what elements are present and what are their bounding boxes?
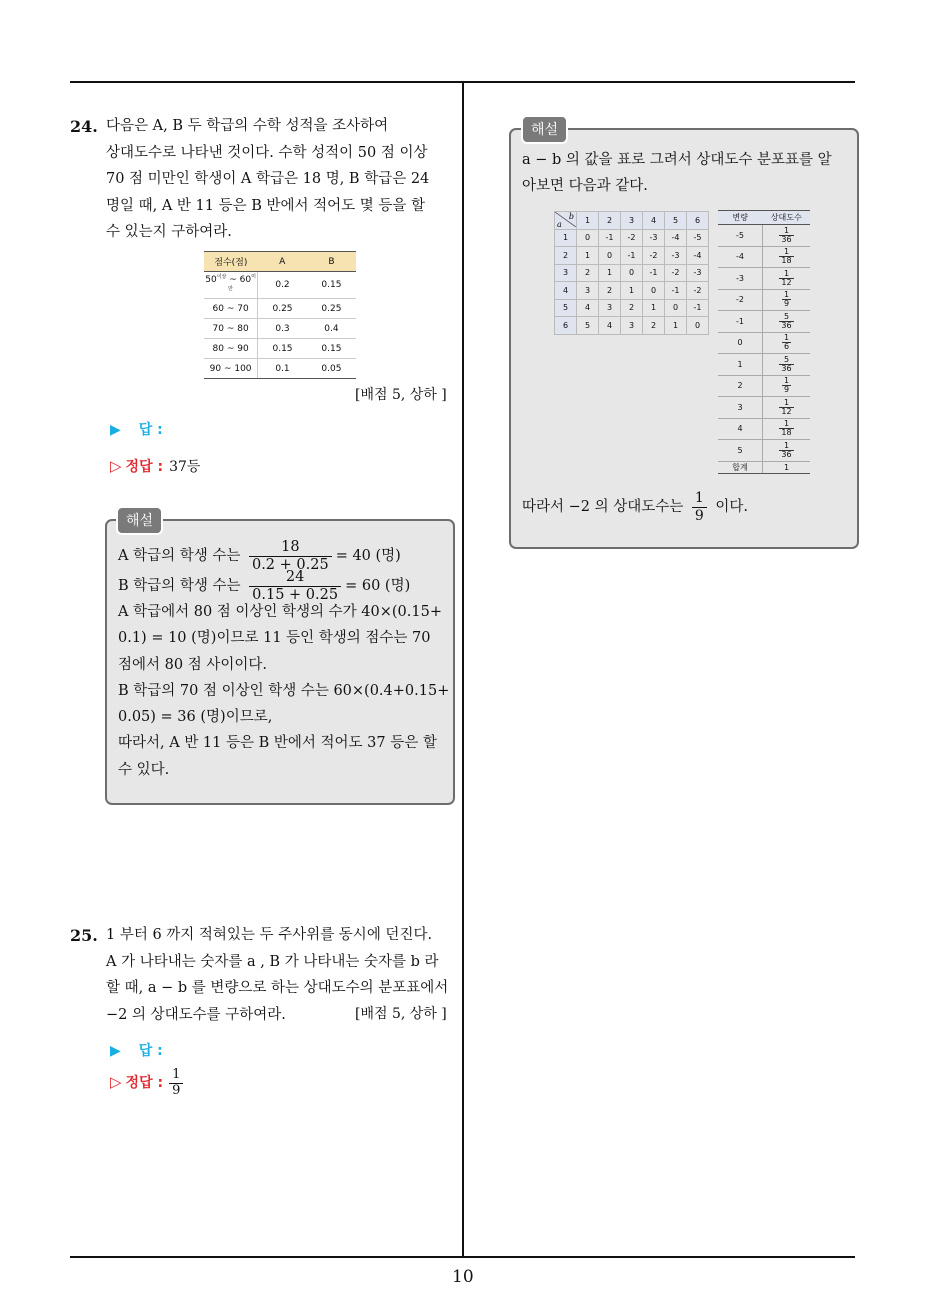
relative-frequency-cell	[763, 418, 811, 440]
solution-line: A 학급에서 80 점 이상인 학생의 수가 40×(0.15+	[118, 604, 442, 620]
solution-line: 수 있다.	[118, 761, 170, 778]
question-25-correct	[110, 1068, 183, 1099]
difference-cell: -2	[687, 282, 709, 300]
class-a-value: 0.1	[258, 359, 307, 379]
row-header: 4	[555, 282, 577, 300]
table-row	[204, 319, 356, 339]
row-header: 2	[555, 247, 577, 265]
question-24-correct	[110, 456, 200, 476]
relative-frequency-cell	[763, 225, 811, 247]
table-row	[718, 289, 810, 311]
relative-frequency-cell	[763, 397, 811, 419]
solution-25-text	[522, 147, 852, 200]
solution-line: B 학급의 학생 수는 $\frac{24}{0.15 + 0.25}$ = 60 (명)	[118, 569, 411, 603]
corner-cell: a b	[555, 212, 577, 230]
question-25-line: A 가 나타내는 숫자를 a , B 가 나타내는 숫자를 b 라	[106, 953, 439, 970]
solution-line: A 학급의 학생 수는 $\frac{18}{0.2 + 0.25}$ = 40 (명)	[118, 539, 401, 573]
fraction: $\frac{1}{12}$	[781, 397, 792, 416]
column-header: 1	[577, 212, 599, 230]
difference-cell: 0	[643, 282, 665, 300]
class-b-value: 0.15	[307, 272, 356, 299]
correct-fraction: $\frac{1}{9}$	[169, 1068, 183, 1099]
class-a-value: 0.2	[258, 272, 307, 299]
fraction: $\frac{1}{18}$	[781, 419, 792, 438]
table-row	[555, 282, 709, 300]
difference-cell: -3	[643, 229, 665, 247]
difference-table	[554, 211, 709, 335]
class-b-value: 0.05	[307, 359, 356, 379]
row-header: 5	[555, 299, 577, 317]
difference-cell: -1	[621, 247, 643, 265]
variate-cell: -1	[718, 311, 763, 333]
question-25-line: 할 때, a − b 를 변량으로 하는 상대도수의 분포표에서	[106, 980, 449, 996]
variate-cell: 0	[718, 332, 763, 354]
solution-25-tag: 해설	[521, 115, 568, 144]
table-header: 변량	[718, 211, 763, 225]
table-header: B	[307, 252, 356, 272]
variate-cell: -4	[718, 246, 763, 268]
difference-cell: 0	[599, 247, 621, 265]
variate-cell: -5	[718, 225, 763, 247]
solution-line: B 학급의 70 점 이상인 학생 수는 60×(0.4+0.15+	[118, 682, 450, 699]
solution-line: 0.05) = 36 (명)이므로,	[118, 709, 273, 726]
difference-cell: 3	[621, 317, 643, 335]
relative-frequency-cell	[763, 354, 811, 376]
table-row	[718, 246, 810, 268]
question-24-line: 수 있는지 구하여라.	[106, 224, 232, 240]
column-header: 5	[665, 212, 687, 230]
class-a-value: 0.25	[258, 299, 307, 319]
table-row	[204, 299, 356, 319]
difference-cell: 4	[577, 299, 599, 317]
difference-cell: 1	[643, 299, 665, 317]
difference-cell: 3	[599, 299, 621, 317]
solution-line: a − b 의 값을 표로 그려서 상대도수 분포표를 알	[522, 152, 832, 168]
table-row	[718, 397, 810, 419]
score-range: 70 ~ 80	[204, 319, 258, 339]
difference-cell: -5	[687, 229, 709, 247]
question-25-number: 25.	[70, 926, 98, 945]
table-row	[555, 317, 709, 335]
difference-cell: 2	[643, 317, 665, 335]
question-24-line: 70 점 미만인 학생이 A 학급은 18 명, B 학급은 24	[106, 171, 430, 187]
table-row	[555, 247, 709, 265]
total-label: 합계	[718, 461, 763, 473]
table-row	[718, 311, 810, 333]
question-25-score: [배점 5, 상하 ]	[355, 1006, 447, 1022]
solution-line: 아보면 다음과 같다.	[522, 178, 648, 195]
relative-frequency-cell	[763, 289, 811, 311]
variate-cell: 3	[718, 397, 763, 419]
relative-frequency-cell	[763, 268, 811, 290]
fraction: $\frac{1}{36}$	[781, 440, 792, 459]
table-row	[718, 225, 810, 247]
fraction: $\frac{5}{36}$	[781, 354, 792, 373]
difference-cell: 0	[687, 317, 709, 335]
relative-frequency-cell	[763, 311, 811, 333]
row-header: 6	[555, 317, 577, 335]
class-a-value: 0.15	[258, 339, 307, 359]
fraction: $\frac{18}{0.2 + 0.25}$	[249, 539, 332, 573]
score-range: 60 ~ 70	[204, 299, 258, 319]
outline-triangle-icon: ▷	[110, 457, 122, 475]
variate-cell: 4	[718, 418, 763, 440]
table-row	[718, 332, 810, 354]
difference-cell: -4	[665, 229, 687, 247]
fraction: $\frac{1}{9}$	[692, 490, 707, 523]
score-range: 80 ~ 90	[204, 339, 258, 359]
difference-cell: 5	[577, 317, 599, 335]
column-header: 2	[599, 212, 621, 230]
variate-cell: -2	[718, 289, 763, 311]
table-header: 점수(점)	[204, 252, 258, 272]
table-header: 상대도수	[763, 211, 811, 225]
table-row	[555, 264, 709, 282]
question-25-answer	[110, 1040, 163, 1060]
difference-cell: -1	[599, 229, 621, 247]
table-row	[718, 375, 810, 397]
relative-frequency-table	[718, 210, 810, 474]
column-header: 6	[687, 212, 709, 230]
answer-label: 답 :	[138, 1043, 163, 1059]
difference-cell: 2	[621, 299, 643, 317]
difference-cell: 2	[599, 282, 621, 300]
difference-cell: 1	[599, 264, 621, 282]
question-25-line: −2 의 상대도수를 구하여라.	[106, 1006, 286, 1023]
correct-label: 정답 :	[125, 1075, 164, 1092]
relative-frequency-cell	[763, 246, 811, 268]
fraction: $\frac{1}{18}$	[781, 247, 792, 266]
fraction: $\frac{1}{12}$	[781, 268, 792, 287]
question-24-answer	[110, 419, 163, 439]
fraction: $\frac{1}{36}$	[781, 225, 792, 244]
difference-cell: -3	[687, 264, 709, 282]
question-24-text	[106, 113, 456, 246]
variate-cell: -3	[718, 268, 763, 290]
row-header: 1	[555, 229, 577, 247]
difference-cell: 0	[665, 299, 687, 317]
score-range: 90 ~ 100	[204, 359, 258, 379]
solution-line: 0.1) = 10 (명)이므로 11 등인 학생의 점수는 70	[118, 630, 431, 647]
difference-cell: 0	[577, 229, 599, 247]
difference-cell: 0	[621, 264, 643, 282]
difference-cell: -1	[665, 282, 687, 300]
solution-24-tag: 해설	[116, 506, 163, 535]
difference-cell: -2	[643, 247, 665, 265]
table-row	[204, 359, 356, 379]
fraction: $\frac{1}{9}$	[783, 290, 790, 309]
class-b-value: 0.4	[307, 319, 356, 339]
difference-cell: -4	[687, 247, 709, 265]
relative-frequency-cell	[763, 375, 811, 397]
question-24-line: 명일 때, A 반 11 등은 B 반에서 적어도 몇 등을 할	[106, 197, 425, 214]
fraction: $\frac{1}{6}$	[783, 333, 790, 352]
score-distribution-table	[204, 251, 356, 379]
question-24-score: [배점 5, 상하 ]	[355, 387, 447, 403]
table-row	[204, 272, 356, 299]
column-header: 4	[643, 212, 665, 230]
outline-triangle-icon: ▷	[110, 1073, 122, 1092]
variate-cell: 2	[718, 375, 763, 397]
question-25-line: 1 부터 6 까지 적혀있는 두 주사위를 동시에 던진다.	[106, 927, 433, 943]
difference-cell: -1	[687, 299, 709, 317]
table-row	[718, 418, 810, 440]
page-number: 10	[452, 1267, 474, 1287]
table-row	[555, 229, 709, 247]
difference-cell: 1	[665, 317, 687, 335]
table-row	[718, 440, 810, 462]
difference-cell: 1	[577, 247, 599, 265]
class-a-value: 0.3	[258, 319, 307, 339]
solution-24-text	[118, 539, 448, 783]
variate-cell: 1	[718, 354, 763, 376]
play-triangle-icon: ▶	[110, 1043, 121, 1059]
correct-label: 정답 :	[125, 459, 164, 475]
fraction: $\frac{1}{9}$	[783, 376, 790, 395]
difference-cell: -1	[643, 264, 665, 282]
relative-frequency-cell	[763, 332, 811, 354]
difference-cell: -3	[665, 247, 687, 265]
class-b-value: 0.15	[307, 339, 356, 359]
answer-label: 답 :	[138, 422, 163, 438]
total-value: 1	[763, 461, 811, 473]
column-header: 3	[621, 212, 643, 230]
difference-cell: 1	[621, 282, 643, 300]
question-24-line: 상대도수로 나타낸 것이다. 수학 성적이 50 점 이상	[106, 144, 428, 161]
score-range: $50^{이상}$ ~ $60^{미만}$	[204, 272, 258, 299]
table-row	[718, 354, 810, 376]
difference-cell: 4	[599, 317, 621, 335]
difference-cell: 3	[577, 282, 599, 300]
table-header: A	[258, 252, 307, 272]
question-24-line: 다음은 A, B 두 학급의 수학 성적을 조사하여	[106, 118, 389, 134]
solution-line: 따라서, A 반 11 등은 B 반에서 적어도 37 등은 할	[118, 735, 437, 752]
column-divider	[462, 81, 464, 1257]
difference-cell: -2	[621, 229, 643, 247]
relative-frequency-cell	[763, 440, 811, 462]
class-b-value: 0.25	[307, 299, 356, 319]
total-row	[718, 461, 810, 473]
table-row	[555, 299, 709, 317]
row-header: 3	[555, 264, 577, 282]
variate-cell: 5	[718, 440, 763, 462]
play-triangle-icon: ▶	[110, 422, 121, 438]
table-row	[204, 339, 356, 359]
question-24-number: 24.	[70, 117, 98, 136]
difference-cell: 2	[577, 264, 599, 282]
fraction: $\frac{5}{36}$	[781, 311, 792, 330]
correct-value: 37등	[169, 459, 201, 475]
difference-cell: -2	[665, 264, 687, 282]
solution-25-conclusion: 따라서 −2 의 상대도수는 $\frac{1}{9}$ 이다.	[522, 490, 749, 524]
fraction: $\frac{24}{0.15 + 0.25}$	[249, 569, 341, 603]
solution-line: 점에서 80 점 사이이다.	[118, 656, 267, 673]
table-row	[718, 268, 810, 290]
